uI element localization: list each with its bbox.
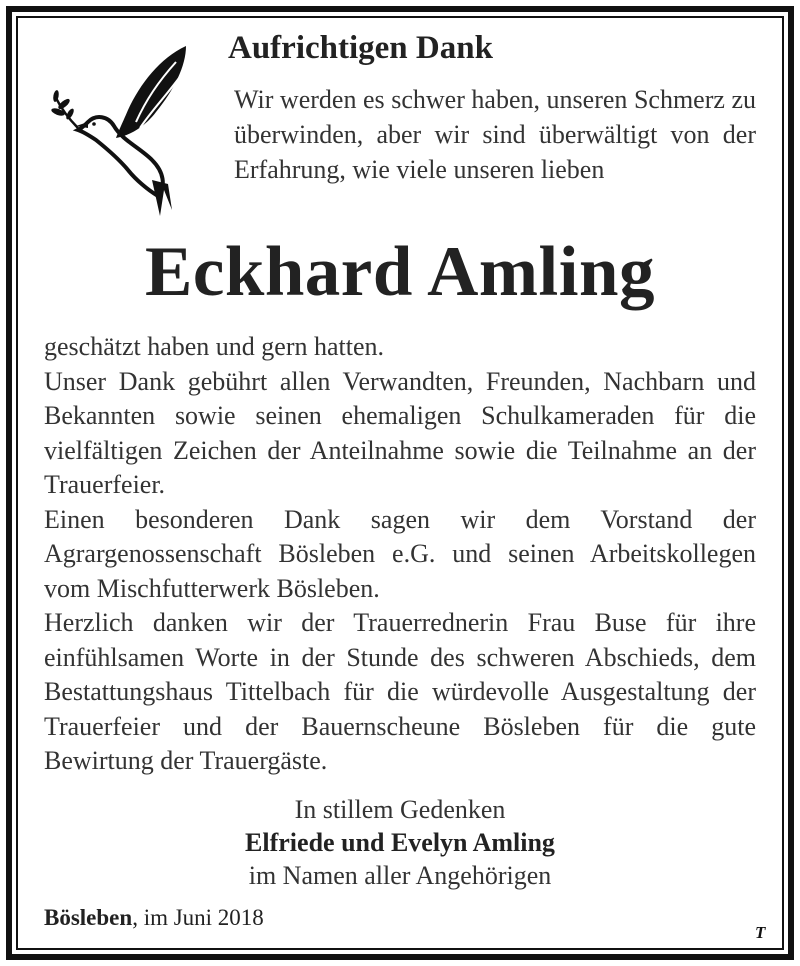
remembrance-line: In stillem Gedenken: [294, 795, 506, 824]
dove-with-olive-branch-icon: [48, 40, 198, 220]
place-name: Bösleben: [44, 905, 133, 930]
intro-text: Wir werden es schwer haben, unseren Schmerz zu überwinden, aber wir sind überwältigt von der Erfahrung, wie viele unseren lieben: [234, 85, 756, 184]
date-text: , im Juni 2018: [132, 905, 264, 930]
place-date: [44, 905, 264, 931]
signature-block: [0, 793, 800, 892]
publisher-mark: T: [755, 923, 766, 942]
message-paragraph: Unser Dank gebührt allen Verwandten, Freunden, Nachbarn und Bekannten sowie seinen ehemaligen Schulkameraden für die vielfältigen Zeichen der Anteilnahme sowie die Teilnahme an der Trauerfeier.: [44, 366, 756, 499]
deceased-name: Eckhard Amling: [144, 233, 656, 311]
relatives-line: im Namen aller Angehörigen: [248, 861, 552, 890]
message-paragraph: Herzlich danken wir der Trauerrednerin Frau Buse für ihre einfühlsamen Worte in der Stunde des schweren Abschieds, dem Bestattungshaus Tittelbach für die würdevolle Ausgestaltung der Trauerfeier und der Bauernscheune Bösleben für die gute Bewirtung der Trauergäste.: [44, 608, 756, 775]
message-paragraph: geschätzt haben und gern hatten.: [44, 332, 385, 361]
family-names: Elfriede und Evelyn Amling: [245, 828, 555, 857]
message-body: [44, 330, 756, 779]
thank-you-heading: Aufrichtigen Dank: [228, 30, 493, 66]
message-paragraph: Einen besonderen Dank sagen wir dem Vorstand der Agrargenossenschaft Bösleben e.G. und seinen Arbeitskollegen vom Mischfutterwerk Bösleben.: [44, 504, 756, 603]
